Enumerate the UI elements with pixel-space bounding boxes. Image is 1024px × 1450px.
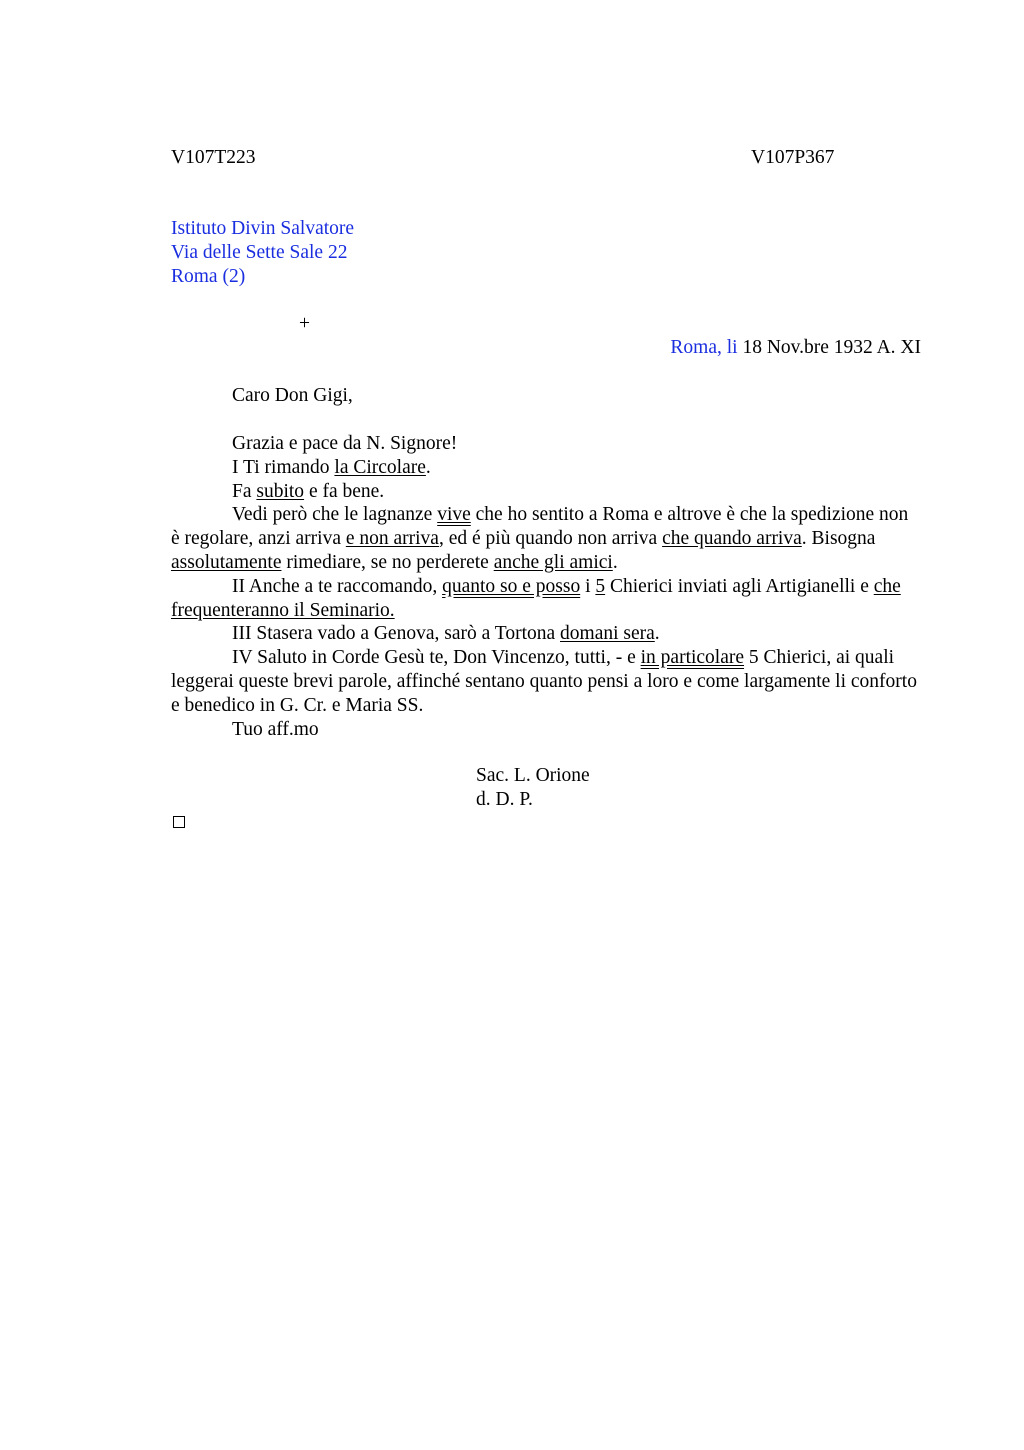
- body-paragraph-4: Vedi però che le lagnanze vive che ho sentito a Roma e altrove è che la spedizione non è regolare, anzi arriva e non arriva, ed é più quando non arriva che quando arriva. Bisogna assolutamente rimediare, se no perderete anche gli amici.: [171, 504, 909, 573]
- body-paragraph-6: III Stasera vado a Genova, sarò a Tortona domani sera.: [232, 623, 660, 645]
- body-paragraph-2: I Ti rimando la Circolare.: [232, 456, 431, 478]
- letterhead-institute: Istituto Divin Salvatore: [171, 218, 355, 239]
- body-paragraph-3: Fa subito e fa bene.: [232, 480, 385, 502]
- signature-name: Sac. L. Orione: [476, 765, 590, 786]
- document-code-right: V107P367: [751, 147, 835, 168]
- body-paragraph-1: Grazia e pace da N. Signore!: [232, 433, 458, 454]
- salutation: Caro Don Gigi,: [232, 385, 353, 406]
- date-prefix: Roma, li: [670, 337, 738, 358]
- letterhead-address: Via delle Sette Sale 22: [171, 242, 348, 263]
- body-paragraph-5: II Anche a te raccomando, quanto so e posso i 5 Chierici inviati agli Artigianelli e che frequenteranno il Seminario.: [171, 575, 901, 621]
- body-paragraph-7: IV Saluto in Corde Gesù te, Don Vincenzo, tutti, - e in particolare 5 Chierici, ai quali leggerai queste brevi parole, affinché sentano quanto pensi a loro e come largamente li conforto e benedico in G. Cr. e Maria SS.: [171, 647, 917, 716]
- closing: Tuo aff.mo: [232, 718, 319, 740]
- letter-body: [171, 432, 921, 741]
- document-code-left: V107T223: [171, 147, 256, 168]
- cross-symbol: +: [299, 313, 310, 334]
- letter-date: [670, 336, 921, 360]
- letterhead-city: Roma (2): [171, 266, 246, 287]
- signature-title: d. D. P.: [476, 789, 533, 810]
- date-value: 18 Nov.bre 1932 A. XI: [742, 337, 921, 358]
- end-marker-box: [173, 816, 185, 828]
